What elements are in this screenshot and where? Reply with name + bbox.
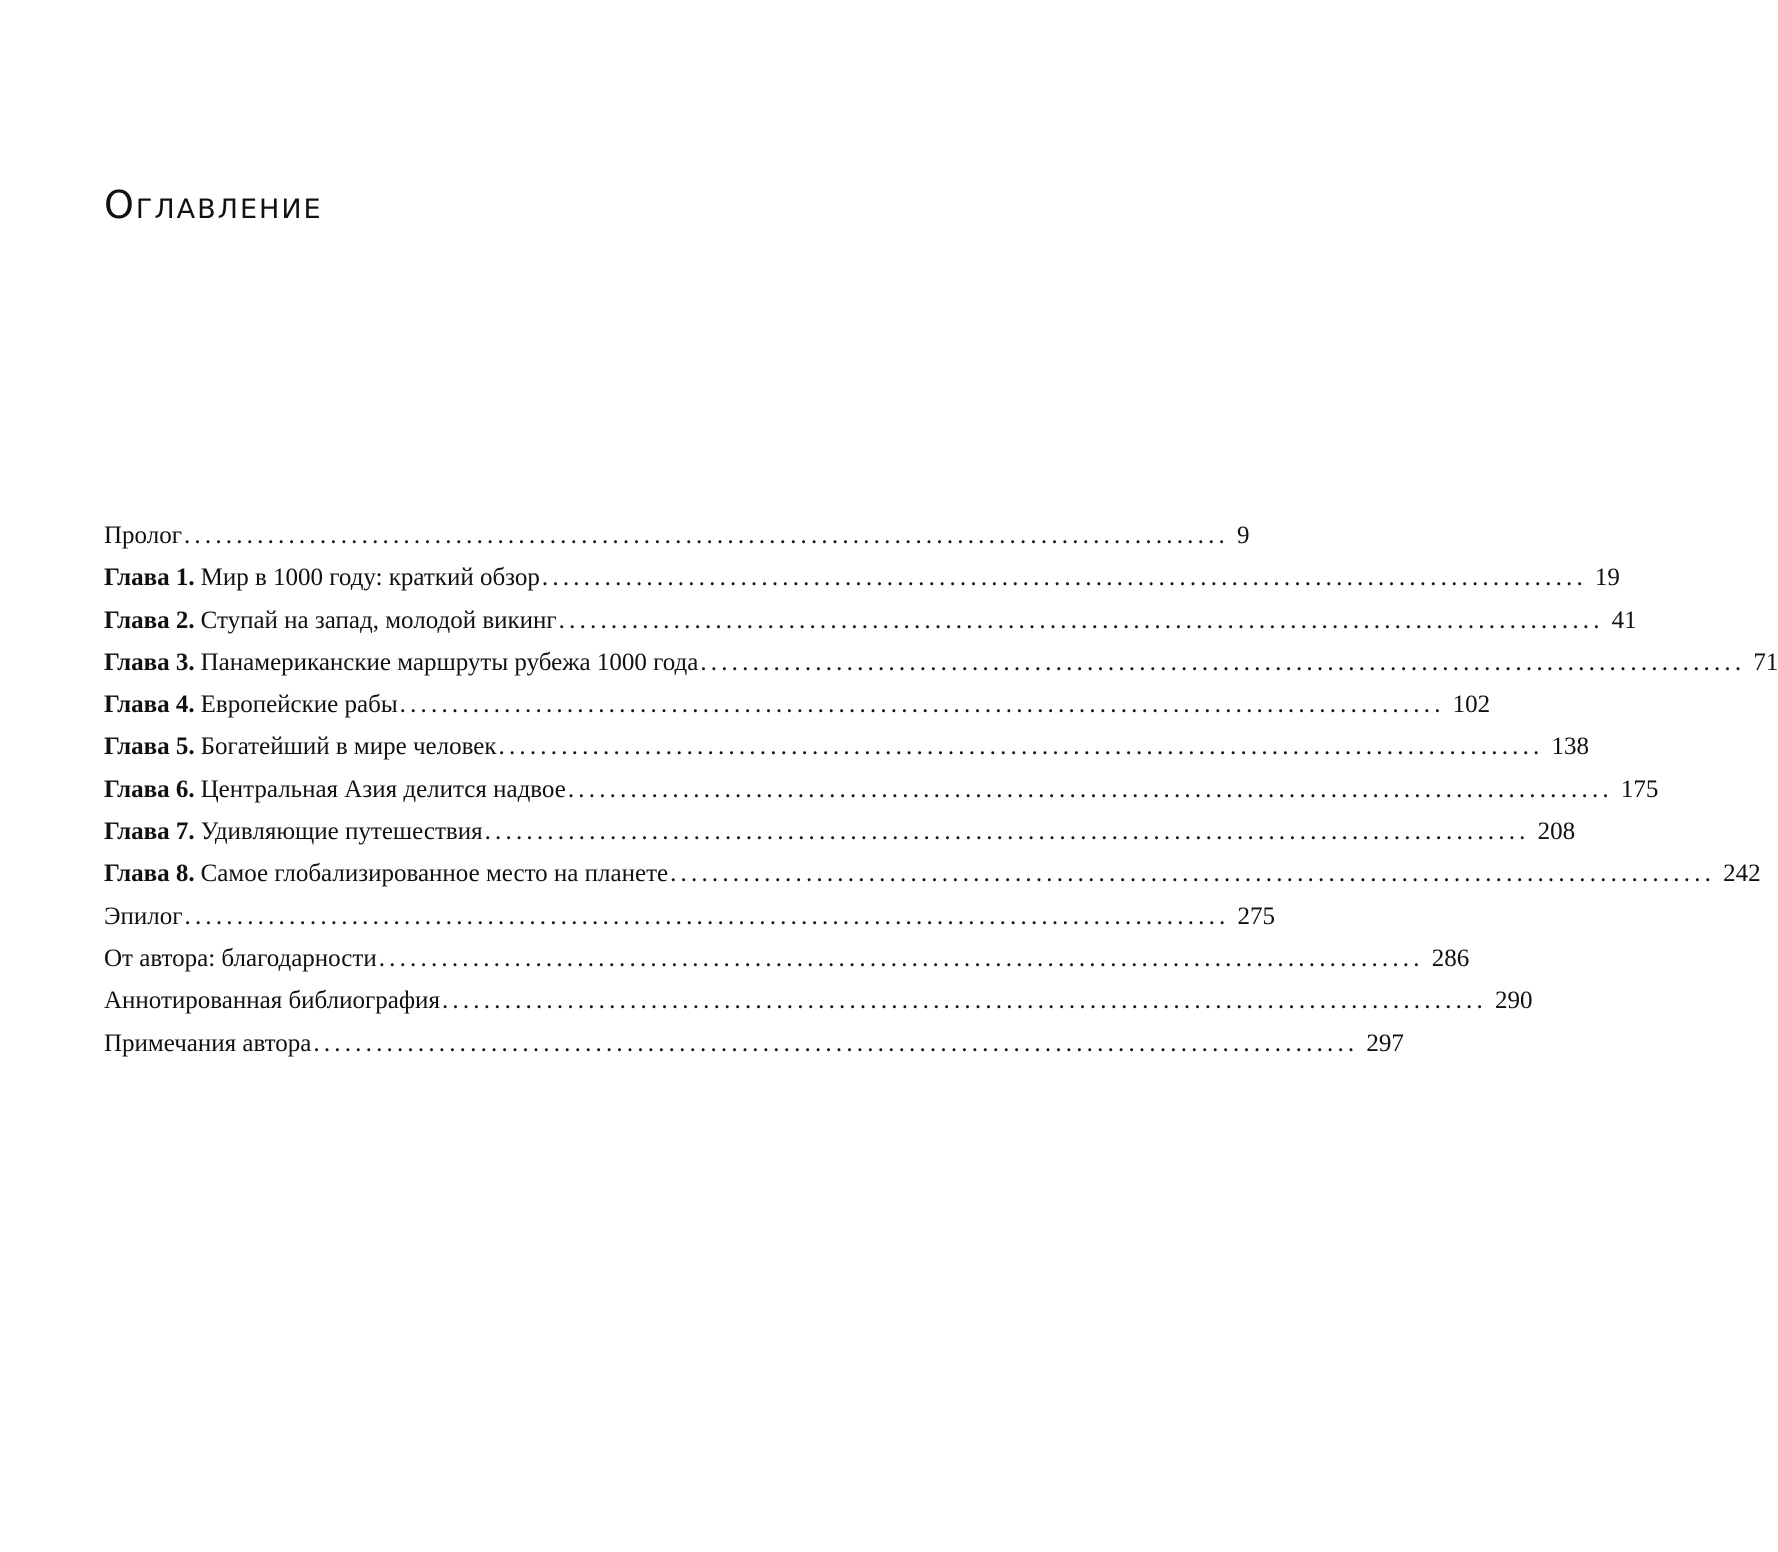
dot-leader: .................................................................................................... <box>399 691 1445 719</box>
toc-entry-label-group <box>104 938 377 980</box>
toc-entry-title: От автора: благодарности <box>104 944 377 972</box>
toc-entry-label-group <box>104 1023 311 1065</box>
toc-entry-title: Панамериканские маршруты рубежа 1000 года <box>200 648 699 676</box>
toc-entry-label-group <box>104 980 440 1022</box>
toc-chapter-number: Глава 5. <box>104 733 195 761</box>
toc-page-number: 175 <box>1620 775 1659 803</box>
toc-chapter-number: Глава 7. <box>104 818 195 846</box>
toc-page-number: 297 <box>1366 1029 1404 1057</box>
toc-page-number: 41 <box>1611 606 1637 634</box>
toc-page-number: 9 <box>1236 522 1250 549</box>
toc-page-number: 208 <box>1537 818 1576 846</box>
toc-entry-label-group <box>104 896 183 938</box>
toc-entry-label-group <box>104 600 557 642</box>
toc-page-number: 275 <box>1237 902 1275 930</box>
toc-entry-title: Мир в 1000 году: краткий обзор <box>200 564 540 592</box>
toc-entry-title: Эпилог <box>104 902 183 930</box>
toc-entry-label-group <box>104 726 497 768</box>
toc-entry-prologue <box>104 515 1250 557</box>
toc-entry-chapter-2 <box>104 600 1637 642</box>
toc-chapter-number: Глава 6. <box>104 775 195 803</box>
toc-chapter-number: Глава 4. <box>104 691 195 719</box>
toc-entry-notes <box>104 1023 1404 1065</box>
toc-entry-chapter-4 <box>104 684 1491 726</box>
toc-entry-title: Европейские рабы <box>200 691 398 719</box>
toc-entry-bibliography <box>104 980 1533 1022</box>
toc-entry-title: Удивляющие путешествия <box>200 818 483 846</box>
toc-chapter-number: Глава 2. <box>104 606 195 634</box>
dot-leader: .................................................................................................... <box>313 1029 1359 1057</box>
toc-entry-title: Ступай на запад, молодой викинг <box>200 606 557 634</box>
toc-entry-chapter-5 <box>104 726 1589 768</box>
toc-entry-label-group <box>104 769 566 811</box>
toc-entry-title: Примечания автора <box>104 1029 312 1057</box>
toc-entry-title: Богатейший в мире человек <box>200 733 497 761</box>
toc-entry-epilogue <box>104 896 1275 938</box>
dot-leader: .................................................................................................... <box>700 648 1746 676</box>
toc-entry-label-group <box>104 557 540 599</box>
toc-page-number: 138 <box>1551 733 1589 761</box>
dot-leader: .................................................................................................... <box>498 733 1544 761</box>
toc-entry-label-group <box>104 642 698 684</box>
dot-leader: .................................................................................................... <box>441 987 1487 1015</box>
table-of-contents <box>104 515 1778 1065</box>
toc-entry-title: Центральная Азия делится надвое <box>200 775 566 803</box>
dot-leader: .................................................................................................... <box>567 775 1613 803</box>
toc-page-number: 71 <box>1753 648 1778 676</box>
toc-entry-title: Самое глобализированное место на планете <box>200 860 669 888</box>
dot-leader: .................................................................................................... <box>670 860 1716 888</box>
toc-chapter-number: Глава 8. <box>104 860 195 888</box>
toc-page-number: 102 <box>1452 691 1491 719</box>
toc-entry-label-group <box>104 684 398 726</box>
toc-entry-chapter-3 <box>104 642 1778 684</box>
dot-leader: .................................................................................................... <box>378 944 1424 972</box>
toc-page-number: 290 <box>1494 987 1533 1015</box>
toc-entry-chapter-7 <box>104 811 1576 853</box>
dot-leader: .................................................................................................... <box>558 606 1604 634</box>
dot-leader: .................................................................................................... <box>541 564 1587 592</box>
page-title: Оглавление <box>104 183 323 227</box>
dot-leader: .................................................................................................... <box>184 902 1230 930</box>
toc-entry-label-group <box>104 515 182 557</box>
dot-leader: .................................................................................................... <box>183 522 1229 549</box>
toc-chapter-number: Глава 3. <box>104 648 195 676</box>
dot-leader: .................................................................................................... <box>484 818 1530 846</box>
toc-chapter-number: Глава 1. <box>104 564 195 592</box>
toc-entry-acknowledgements <box>104 938 1470 980</box>
toc-entry-title: Аннотированная библиография <box>104 987 440 1015</box>
toc-entry-title: Пролог <box>104 522 182 549</box>
toc-page-number: 19 <box>1594 564 1620 592</box>
toc-page-number: 242 <box>1723 860 1761 888</box>
toc-entry-label-group <box>104 811 483 853</box>
toc-entry-chapter-8 <box>104 853 1761 895</box>
toc-entry-label-group <box>104 853 668 895</box>
toc-entry-chapter-6 <box>104 769 1659 811</box>
toc-page-number: 286 <box>1431 944 1470 972</box>
toc-entry-chapter-1 <box>104 557 1620 599</box>
